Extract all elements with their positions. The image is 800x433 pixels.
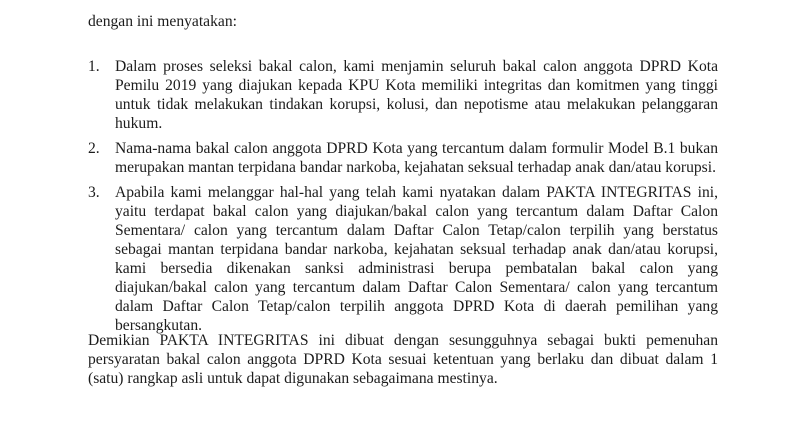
statement-number: 1. (88, 58, 100, 75)
statement-item-3 (88, 183, 718, 335)
statement-text: Nama-nama bakal calon anggota DPRD Kota yang tercantum dalam formulir Model B.1 bukan merupakan mantan terpidana bandar narkoba, kejahatan seksual terhadap anak dan/atau korupsi. (115, 140, 718, 176)
statement-text: Dalam proses seleksi bakal calon, kami menjamin seluruh bakal calon anggota DPRD Kota Pemilu 2019 yang diajukan kepada KPU Kota memiliki integritas dan komitmen yang tinggi untuk tidak melakukan tindakan korupsi, kolusi, dan nepotisme atau melakukan pelanggaran hukum. (115, 58, 718, 132)
intro-text: dengan ini menyatakan: (88, 13, 237, 30)
closing-paragraph: Demikian PAKTA INTEGRITAS ini dibuat dengan sesungguhnya sebagai bukti pemenuhan persyaratan bakal calon anggota DPRD Kota sesuai ketentuan yang berlaku dan dibuat dalam 1 (satu) rangkap asli untuk dapat digunakan sebagaimana mestinya. (88, 332, 718, 387)
statement-number: 3. (88, 184, 100, 201)
statement-list (88, 57, 718, 335)
statement-text: Apabila kami melanggar hal-hal yang telah kami nyatakan dalam PAKTA INTEGRITAS ini, yaitu terdapat bakal calon yang diajukan/bakal calon yang tercantum dalam Daftar Calon Sementara/ calon yang tercantum dalam Daftar Calon Tetap/calon terpilih yang berstatus sebagai mantan terpidana bandar narkoba, kejahatan seksual terhadap anak dan/atau korupsi, kami bersedia dikenakan sanksi administrasi berupa pembatalan bakal calon yang diajukan/bakal calon yang tercantum dalam Daftar Calon Sementara/ calon yang tercantum dalam Daftar Calon Tetap/calon terpilih anggota DPRD Kota di daerah pemilihan yang bersangkutan. (115, 184, 718, 334)
statement-item-2 (88, 139, 718, 177)
statement-item-1 (88, 57, 718, 133)
statement-number: 2. (88, 140, 100, 157)
